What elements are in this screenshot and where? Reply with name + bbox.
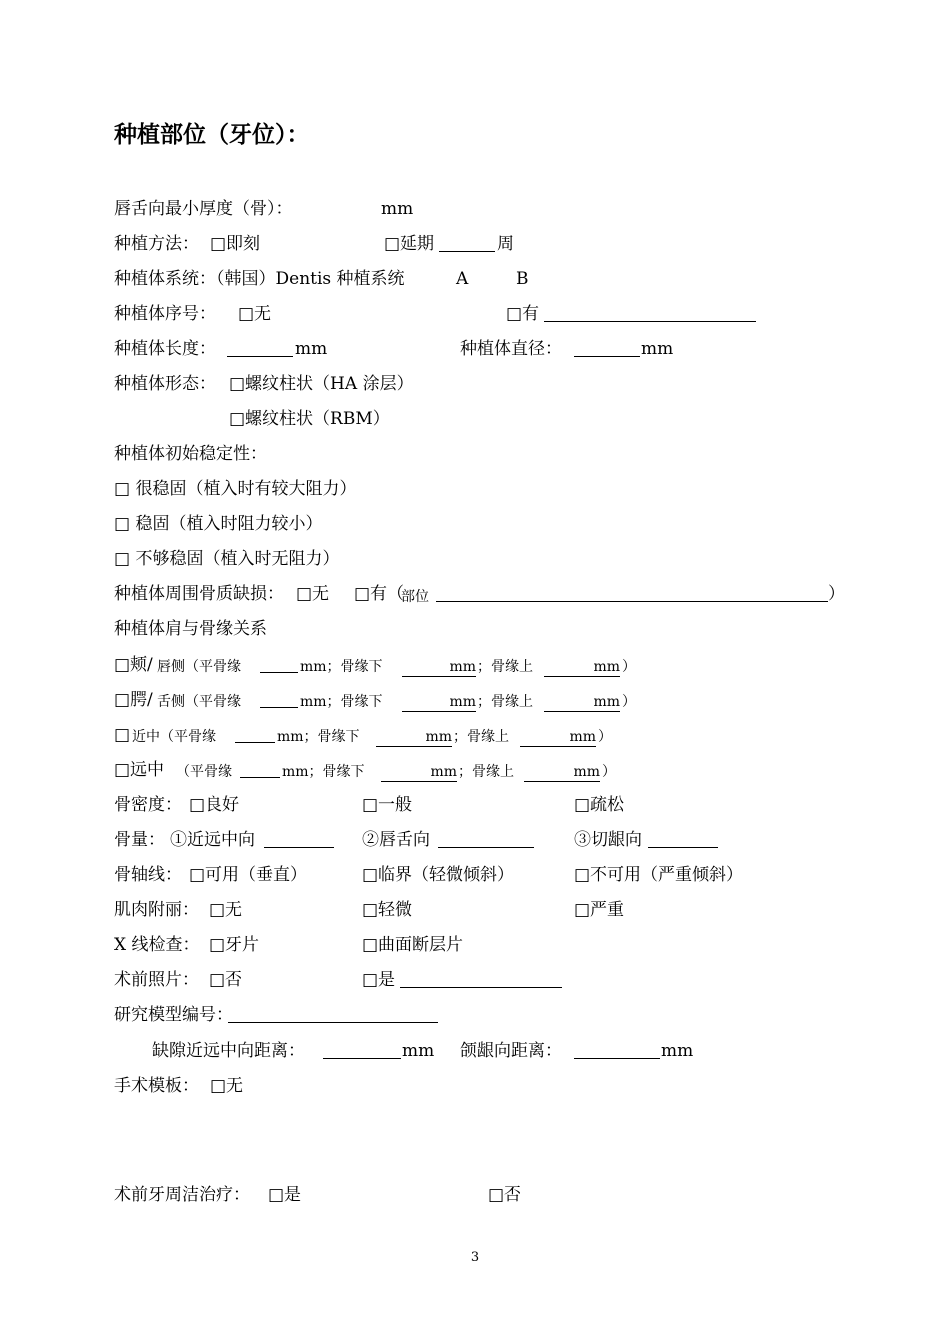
checkbox-none[interactable]: □无 xyxy=(296,584,330,604)
label: 研究模型编号： xyxy=(114,1005,233,1025)
unit: mm xyxy=(381,199,414,219)
above-field[interactable]: mm xyxy=(520,728,596,747)
above-label: ；骨缘上 xyxy=(453,729,509,745)
checkbox-unstable[interactable]: □ 不够稳固（植入时无阻力） xyxy=(114,549,340,569)
checkbox-immediate[interactable]: □即刻 xyxy=(210,234,261,254)
unit2: mm xyxy=(661,1041,694,1061)
above-label: ；骨缘上 xyxy=(477,694,533,710)
checkbox-panoramic[interactable]: □曲面断层片 xyxy=(362,935,464,955)
above-label: ；骨缘上 xyxy=(477,659,533,675)
checkbox-palatal[interactable]: □腭/ xyxy=(114,690,153,710)
below-field[interactable]: mm xyxy=(376,728,452,747)
checkbox-stable[interactable]: □ 稳固（植入时阻力较小） xyxy=(114,514,323,534)
diameter-field[interactable] xyxy=(574,338,640,357)
level-field[interactable] xyxy=(240,759,280,778)
length-field[interactable] xyxy=(227,338,293,357)
checkbox-none[interactable]: □无 xyxy=(238,304,272,324)
model-number-field[interactable] xyxy=(228,1004,438,1023)
occlusogingival-label: 颌龈向距离： xyxy=(460,1041,562,1061)
label: 种植体系统：（韩国）Dentis 种植系统 xyxy=(114,269,405,289)
unit1: mm xyxy=(402,1041,435,1061)
label: 术前照片： xyxy=(114,970,199,990)
label: 种植方法： xyxy=(114,234,199,254)
incisogingival-label: ③切龈向 xyxy=(574,830,642,850)
checkbox-ha[interactable]: □螺纹柱状（HA 涂层） xyxy=(229,374,414,394)
label: 手术模板： xyxy=(114,1076,199,1096)
checkbox-mild[interactable]: □轻微 xyxy=(362,900,413,920)
above-label: ；骨缘上 xyxy=(458,764,514,780)
sub-label: 近中（平骨缘 xyxy=(132,729,216,745)
site-field[interactable] xyxy=(436,583,828,602)
sub-label: 舌侧（平骨缘 xyxy=(157,694,241,710)
labiolingual-field[interactable] xyxy=(438,829,534,848)
below-label: mm；骨缘下 xyxy=(300,694,383,710)
below-field[interactable]: mm xyxy=(402,658,476,677)
incisogingival-field[interactable] xyxy=(648,829,718,848)
close-paren: ） xyxy=(598,729,612,745)
checkbox-yes[interactable]: □是 xyxy=(268,1185,302,1205)
below-label: mm；骨缘下 xyxy=(282,764,365,780)
above-field[interactable]: mm xyxy=(544,658,620,677)
labiolingual-label: ②唇舌向 xyxy=(362,830,430,850)
checkbox-yes[interactable]: □有 xyxy=(506,304,540,324)
close-paren: ） xyxy=(622,659,636,675)
option-b[interactable]: B xyxy=(516,269,529,289)
checkbox-good[interactable]: □良好 xyxy=(189,795,240,815)
label: 种植体形态： xyxy=(114,374,216,394)
serial-field[interactable] xyxy=(544,303,756,322)
checkbox-buccal[interactable]: □颊/ xyxy=(114,655,153,675)
checkbox-borderline[interactable]: □临界（轻微倾斜） xyxy=(362,865,515,885)
label: 术前牙周洁治疗： xyxy=(114,1185,250,1205)
page-number: 3 xyxy=(470,1250,480,1265)
checkbox-rbm[interactable]: □螺纹柱状（RBM） xyxy=(229,409,390,429)
site-label: 部位 xyxy=(401,589,429,605)
sub-label: （平骨缘 xyxy=(176,764,232,780)
checkbox-unusable[interactable]: □不可用（严重倾斜） xyxy=(574,865,744,885)
diameter-unit: mm xyxy=(641,339,674,359)
level-field[interactable] xyxy=(260,654,298,673)
label: 肌肉附丽： xyxy=(114,900,199,920)
below-field[interactable]: mm xyxy=(381,763,457,782)
checkbox-yes[interactable]: □有（ xyxy=(354,584,405,604)
checkbox-usable[interactable]: □可用（垂直） xyxy=(189,865,308,885)
mesiodistal-distance-field[interactable] xyxy=(323,1040,401,1059)
close-paren: ） xyxy=(828,584,845,604)
checkbox-yes[interactable]: □是 xyxy=(362,970,396,990)
delay-weeks-field[interactable] xyxy=(439,233,495,252)
checkbox-severe[interactable]: □严重 xyxy=(574,900,625,920)
checkbox-distal[interactable]: □远中 xyxy=(114,760,165,780)
level-field[interactable] xyxy=(235,724,275,743)
checkbox-none[interactable]: □无 xyxy=(209,900,243,920)
label: 骨量： xyxy=(114,830,165,850)
mesiodistal-distance-label: 缺隙近远中向距离： xyxy=(152,1041,305,1061)
page-title: 种植部位（牙位）： xyxy=(114,122,310,148)
suffix: 周 xyxy=(497,234,514,254)
label: 骨轴线： xyxy=(114,865,182,885)
photo-field[interactable] xyxy=(400,969,562,988)
label: 唇舌向最小厚度（骨）： xyxy=(114,199,293,219)
occlusogingival-field[interactable] xyxy=(574,1040,660,1059)
close-paren: ） xyxy=(622,694,636,710)
checkbox-mesial[interactable]: □ xyxy=(114,725,131,745)
checkbox-periapical[interactable]: □牙片 xyxy=(209,935,260,955)
checkbox-normal[interactable]: □一般 xyxy=(362,795,413,815)
below-field[interactable]: mm xyxy=(402,693,476,712)
label: 种植体序号： xyxy=(114,304,216,324)
below-label: mm；骨缘下 xyxy=(277,729,360,745)
above-field[interactable]: mm xyxy=(524,763,600,782)
label: 骨密度： xyxy=(114,795,182,815)
label: 种植体周围骨质缺损： xyxy=(114,584,284,604)
checkbox-delayed[interactable]: □延期 xyxy=(384,234,435,254)
checkbox-no[interactable]: □否 xyxy=(488,1185,522,1205)
below-label: mm；骨缘下 xyxy=(300,659,383,675)
checkbox-loose[interactable]: □疏松 xyxy=(574,795,625,815)
length-label: 种植体长度： xyxy=(114,339,216,359)
length-unit: mm xyxy=(295,339,328,359)
checkbox-none[interactable]: □无 xyxy=(210,1076,244,1096)
level-field[interactable] xyxy=(260,689,298,708)
sub-label: 唇侧（平骨缘 xyxy=(157,659,241,675)
diameter-label: 种植体直径： xyxy=(460,339,562,359)
checkbox-no[interactable]: □否 xyxy=(209,970,243,990)
close-paren: ） xyxy=(602,764,616,780)
checkbox-very-stable[interactable]: □ 很稳固（植入时有较大阻力） xyxy=(114,479,357,499)
above-field[interactable]: mm xyxy=(544,693,620,712)
label: 种植体初始稳定性： xyxy=(114,444,267,464)
label: X 线检查： xyxy=(114,935,200,955)
label: 种植体肩与骨缘关系 xyxy=(114,619,267,639)
mesiodistal-label: ①近远中向 xyxy=(170,830,255,850)
option-a[interactable]: A xyxy=(456,269,469,289)
mesiodistal-field[interactable] xyxy=(264,829,334,848)
